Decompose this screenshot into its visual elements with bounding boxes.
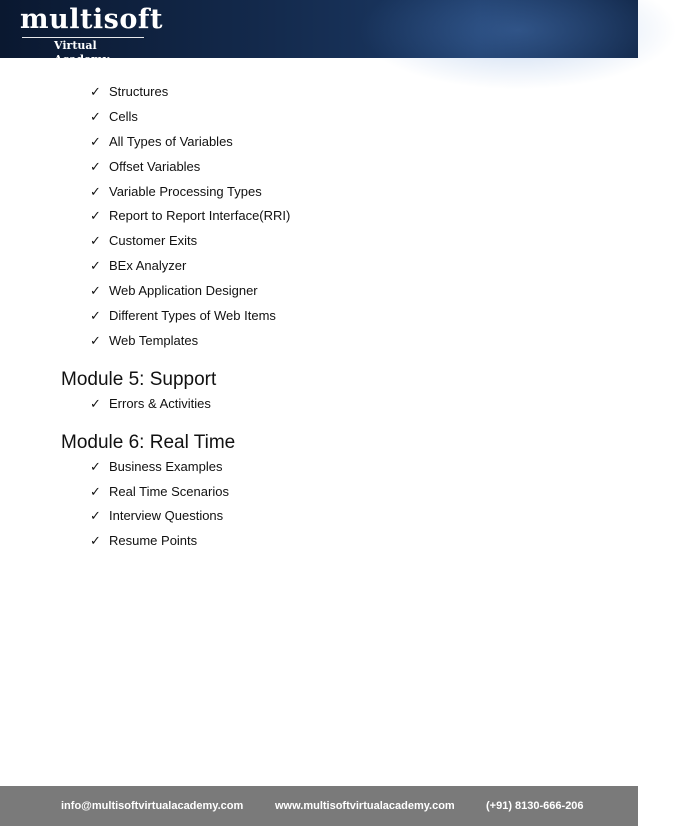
- checkmark-icon: ✓: [90, 158, 101, 174]
- checkmark-icon: ✓: [90, 308, 101, 324]
- list-item-label: Different Types of Web Items: [109, 308, 276, 324]
- topic-list: [0, 80, 638, 354]
- footer-phone: (+91) 8130-666-206: [486, 800, 584, 812]
- list-item-label: Structures: [109, 84, 169, 99]
- list-item-label: Resume Points: [109, 533, 198, 549]
- list-item: [90, 329, 638, 354]
- list-item-label: Real Time Scenarios: [109, 483, 229, 499]
- module-6-list: [0, 455, 638, 555]
- checkmark-icon: ✓: [90, 208, 101, 224]
- header-glow: [358, 0, 678, 90]
- list-item: [90, 304, 638, 329]
- checkmark-icon: ✓: [90, 458, 101, 474]
- checkmark-icon: ✓: [90, 108, 101, 124]
- list-item: [90, 455, 638, 480]
- logo-tagline: Virtual Academy: [54, 39, 110, 66]
- list-item: [90, 254, 638, 279]
- checkmark-icon: ✓: [90, 133, 101, 149]
- list-item: [90, 204, 638, 229]
- list-item: [90, 180, 638, 205]
- logo-rule: [22, 37, 144, 38]
- list-item: [90, 80, 638, 105]
- list-item: [90, 392, 638, 417]
- list-item-label: Customer Exits: [109, 233, 198, 249]
- logo-wordmark: multisoft: [20, 4, 163, 35]
- list-item: [90, 229, 638, 254]
- list-item: [90, 529, 638, 554]
- document-body: [0, 80, 638, 554]
- module-6-heading: Module 6: Real Time: [61, 431, 236, 453]
- checkmark-icon: ✓: [90, 533, 101, 549]
- list-item-label: All Types of Variables: [109, 133, 233, 149]
- list-item: [90, 155, 638, 180]
- checkmark-icon: ✓: [90, 483, 101, 499]
- list-item-label: Variable Processing Types: [109, 183, 262, 199]
- list-item-label: BEx Analyzer: [109, 258, 187, 274]
- checkmark-icon: ✓: [90, 258, 101, 274]
- checkmark-icon: ✓: [90, 508, 101, 524]
- list-item-label: Offset Variables: [109, 158, 201, 174]
- list-item-label: Business Examples: [109, 458, 223, 474]
- checkmark-icon: ✓: [90, 84, 101, 99]
- list-item: [90, 130, 638, 155]
- checkmark-icon: ✓: [90, 233, 101, 249]
- module-5-heading: Module 5: Support: [61, 368, 217, 390]
- list-item-label: Errors & Activities: [109, 395, 211, 411]
- list-item: [90, 279, 638, 304]
- list-item-label: Cells: [109, 108, 138, 124]
- footer-website-link[interactable]: www.multisoftvirtualacademy.com: [275, 800, 455, 812]
- list-item-label: Web Application Designer: [109, 283, 258, 299]
- checkmark-icon: ✓: [90, 395, 101, 411]
- list-item-label: Interview Questions: [109, 508, 224, 524]
- footer-email-link[interactable]: info@multisoftvirtualacademy.com: [61, 800, 244, 812]
- list-item: [90, 105, 638, 130]
- list-item-label: Report to Report Interface(RRI): [109, 208, 291, 224]
- brand-logo: [20, 4, 163, 66]
- footer-bar: [0, 786, 638, 826]
- checkmark-icon: ✓: [90, 283, 101, 299]
- checkmark-icon: ✓: [90, 332, 101, 348]
- list-item: [90, 504, 638, 529]
- checkmark-icon: ✓: [90, 183, 101, 199]
- module-5-list: [0, 392, 638, 417]
- list-item-label: Web Templates: [109, 332, 199, 348]
- header-banner: [0, 0, 638, 66]
- list-item: [90, 480, 638, 505]
